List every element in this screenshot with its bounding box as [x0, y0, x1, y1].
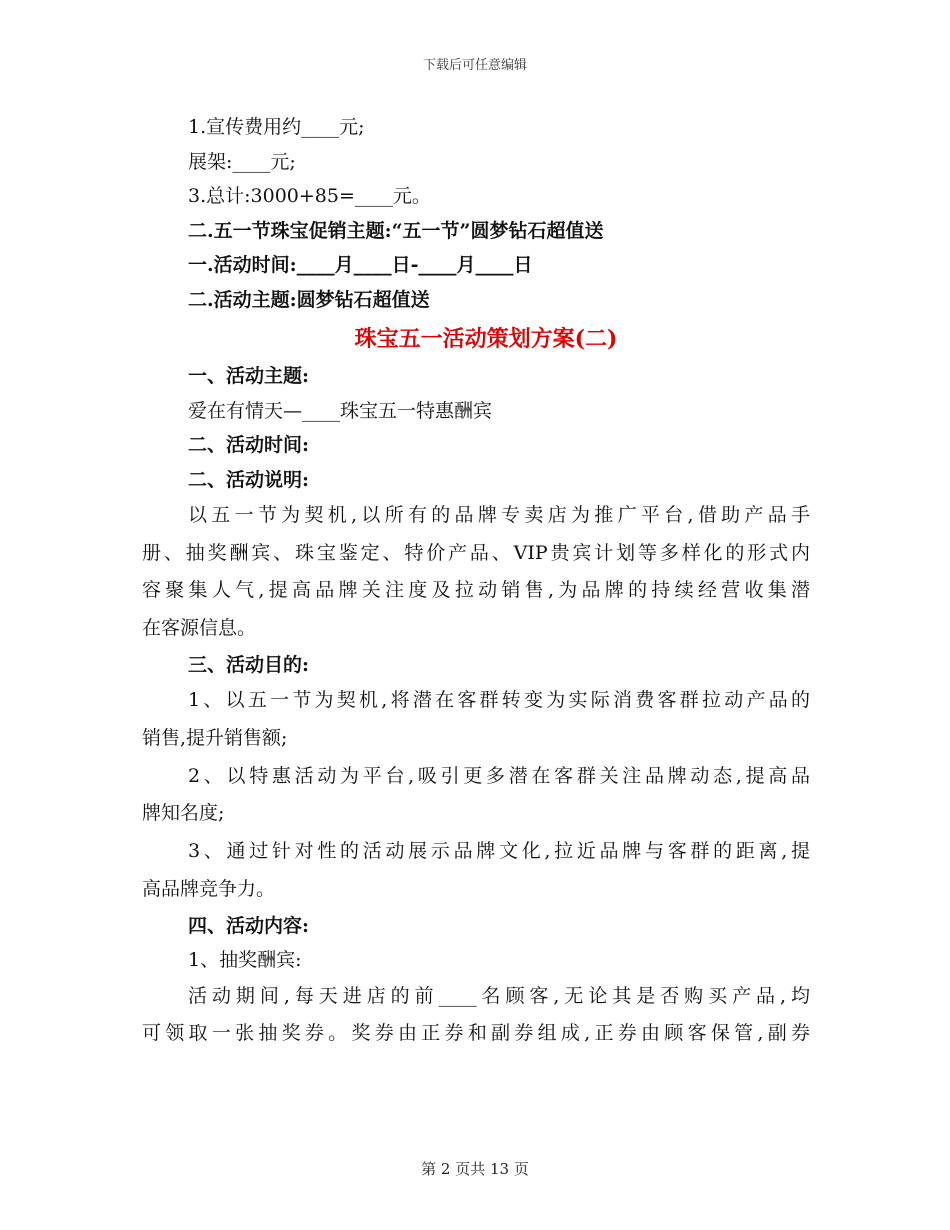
- budget-line-2: 展架:____元;: [188, 150, 296, 173]
- paragraph-line: 册、抽奖酬宾、珠宝鉴定、特价产品、VIP贵宾计划等多样化的形式内: [142, 541, 810, 564]
- heading-activity-time: 二、活动时间:: [188, 434, 310, 456]
- budget-line-3: 3.总计:3000+85=____元。: [188, 185, 431, 207]
- budget-lines: [142, 110, 810, 317]
- purpose-item-2: 2、以特惠活动为平台,吸引更多潜在客群关注品牌动态,提高品: [188, 764, 810, 787]
- paragraph-line: 活动期间,每天进店的前____名顾客,无论其是否购买产品,均: [188, 984, 810, 1007]
- heading-activity-description: 二、活动说明:: [188, 468, 310, 491]
- purpose-item-3-cont: 高品牌竞争力。: [142, 877, 276, 900]
- heading-activity-content: 四、活动内容:: [188, 914, 310, 937]
- purpose-item-2-cont: 牌知名度;: [142, 802, 225, 825]
- budget-line-1: 1.宣传费用约____元;: [188, 116, 365, 138]
- heading-activity-purpose: 三、活动目的:: [188, 653, 310, 676]
- paragraph-line: 以五一节为契机,以所有的品牌专卖店为推广平台,借助产品手: [188, 504, 810, 526]
- section-title: 珠宝五一活动策划方案(二): [354, 326, 618, 352]
- purpose-list: [142, 682, 810, 908]
- purpose-item-1: 1、以五一节为契机,将潜在客群转变为实际消费客群拉动产品的: [188, 689, 810, 712]
- purpose-item-3: 3、通过针对性的活动展示品牌文化,拉近品牌与客群的距离,提: [188, 840, 810, 863]
- heading-activity-theme: 一、活动主题:: [188, 365, 310, 387]
- document-body: [142, 110, 810, 1053]
- page-header: 下载后可任意编辑: [422, 58, 527, 73]
- lottery-paragraph: [142, 978, 810, 1053]
- activity-theme-text: 爱在有情天—____珠宝五一特惠酬宾: [188, 399, 493, 422]
- page-footer: 第 2 页共 13 页: [421, 1160, 529, 1178]
- promo-theme-line: 二.五一节珠宝促销主题:“五一节”圆梦钻石超值送: [188, 219, 604, 242]
- activity-time-line: 一.活动时间:____月____日-____月____日: [188, 254, 533, 276]
- paragraph-line: 在客源信息。: [142, 617, 257, 640]
- paragraph-line: 容聚集人气,提高品牌关注度及拉动销售,为品牌的持续经营收集潜: [142, 579, 810, 602]
- activity-theme-line: 二.活动主题:圆梦钻石超值送: [188, 288, 430, 311]
- description-paragraph: [142, 497, 810, 648]
- paragraph-line: 可领取一张抽奖券。奖券由正券和副券组成,正券由顾客保管,副券: [142, 1022, 810, 1045]
- purpose-item-1-cont: 销售,提升销售额;: [142, 727, 288, 750]
- subheading-lottery: 1、抽奖酬宾:: [188, 949, 302, 972]
